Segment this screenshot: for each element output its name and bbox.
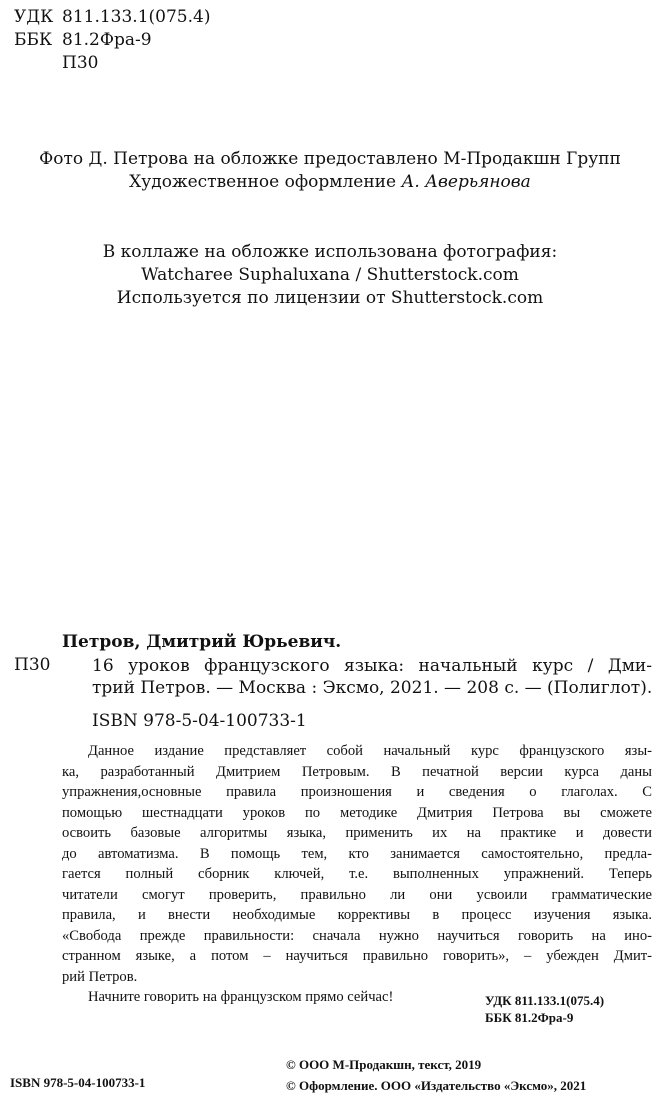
- photo-credit: Фото Д. Петрова на обложке предоставлено М-Продакшн Групп: [39, 149, 621, 169]
- bottom-bbk: ББК 81.2Фра-9: [485, 1010, 574, 1025]
- bbk-label: ББК: [14, 30, 53, 50]
- annotation-line: читатели смогут проверить, правильно ли они усвоили грамматические: [62, 886, 652, 903]
- bbk-value: 81.2Фра-9: [62, 30, 152, 50]
- record-title-block: [92, 655, 652, 699]
- bottom-codes: [485, 992, 604, 1026]
- annotation-line: «Свобода прежде правильности: сначала нужно научиться говорить на ино-: [62, 927, 652, 944]
- annotation-line: освоить базовые алгоритмы языка, применить их на практике и довести: [62, 825, 652, 841]
- annotation-line: ка, разработанный Дмитрием Петровым. В печатной версии курса даны: [62, 763, 652, 780]
- design-credit: [0, 171, 660, 194]
- annotation-line: упражнения,основные правила произношения и сведения о глаголах. С: [62, 784, 652, 800]
- collage-line-3: Используется по лицензии от Shutterstock.com: [116, 288, 544, 308]
- design-credit-name: А. Аверьянова: [401, 172, 531, 192]
- collage-line-1: В коллаже на обложке использована фотография:: [102, 242, 558, 262]
- bottom-udk: УДК 811.133.1(075.4): [485, 993, 605, 1008]
- design-credit-prefix: Художественное оформление: [129, 172, 397, 192]
- copyright-design: © Оформление. ООО «Издательство «Эксмо», 2021: [286, 1078, 587, 1093]
- record-isbn: ISBN 978-5-04-100733-1: [92, 711, 307, 731]
- copyright-text: © ООО М-Продакшн, текст, 2019: [286, 1057, 482, 1072]
- annotation-line: правила, и внести необходимые коррективы в процесс изучения языка.: [62, 907, 652, 923]
- photo-credits: [0, 148, 660, 194]
- bbk-line: [14, 29, 152, 51]
- cutter-mark: П30: [62, 53, 99, 73]
- annotation-line: Данное издание представляет собой начальный курс французского язы-: [88, 743, 652, 759]
- annotation-line: странном языке, а потом – научиться правильно говорить», – убежден Дмит-: [62, 948, 652, 964]
- udk-line: [14, 6, 210, 28]
- record-author: Петров, Дмитрий Юрьевич.: [62, 632, 342, 652]
- record-line-2: трий Петров. — Москва : Эксмо, 2021. — 208 с. — (Полиглот).: [92, 678, 653, 698]
- udk-value: 811.133.1(075.4): [62, 7, 211, 27]
- annotation-last-line: рий Петров.: [62, 968, 138, 985]
- annotation-closing: Начните говорить на французском прямо сейчас!: [88, 989, 394, 1005]
- annotation-line: помощью шестнадцати уроков по методике Дмитрия Петрова вы сможете: [62, 804, 652, 821]
- record-cutter: П30: [14, 655, 51, 675]
- annotation-line: до автоматизма. В помощь тем, кто занимается самостоятельно, предла-: [62, 845, 652, 862]
- annotation: [62, 741, 652, 1008]
- collage-line-2: Watcharee Suphaluxana / Shutterstock.com: [141, 265, 519, 285]
- collage-credits: [0, 241, 660, 310]
- annotation-line: гается полный сборник ключей, т.е. выполненных упражнений. Теперь: [62, 866, 652, 882]
- record-line-1: 16 уроков французского языка: начальный курс / Дми-: [92, 656, 652, 676]
- udk-label: УДК: [14, 7, 54, 27]
- bottom-isbn: ISBN 978-5-04-100733-1: [10, 1075, 146, 1090]
